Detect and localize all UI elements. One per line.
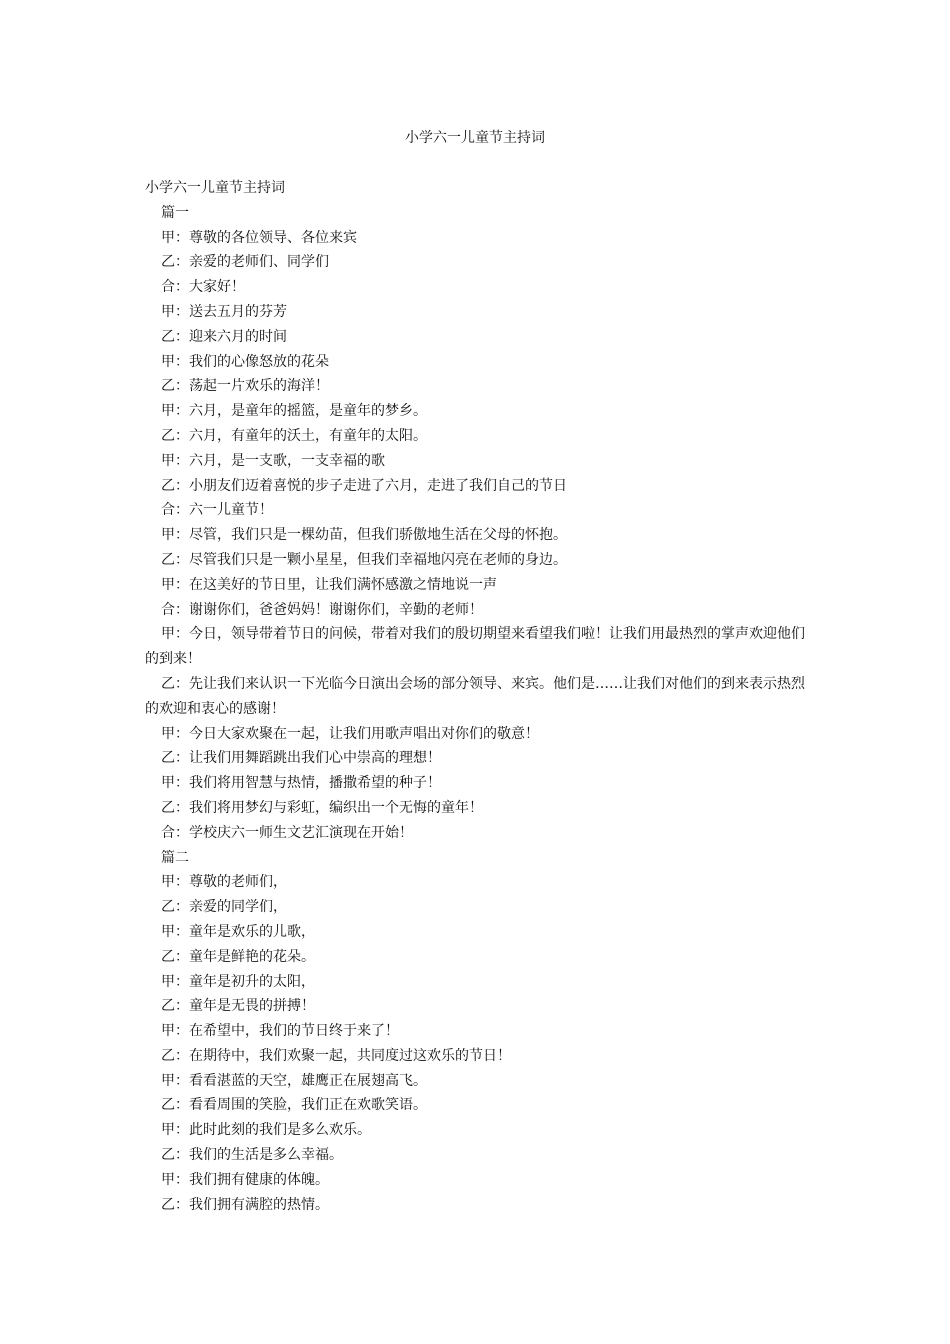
page-title: 小学六一儿童节主持词 xyxy=(405,130,545,146)
paragraph: 合：学校庆六一师生文艺汇演现在开始！ xyxy=(161,824,413,841)
paragraph: 乙：亲爱的同学们， xyxy=(161,899,287,916)
paragraph: 甲：今日，领导带着节日的问候，带着对我们的殷切期望来看望我们啦！让我们用最热烈的掌声欢迎他们的到来！ xyxy=(145,626,805,668)
paragraph: 乙：六月，有童年的沃土，有童年的太阳。 xyxy=(161,427,427,444)
paragraph: 合：大家好！ xyxy=(161,279,245,296)
paragraph: 乙：荡起一片欢乐的海洋！ xyxy=(161,378,329,395)
paragraph: 合：谢谢你们，爸爸妈妈！谢谢你们，辛勤的老师！ xyxy=(161,601,483,618)
paragraph: 乙：童年是无畏的拼搏！ xyxy=(161,998,315,1015)
paragraph: 篇一 xyxy=(161,204,189,221)
paragraph: 乙：先让我们来认识一下光临今日演出会场的部分领导、来宾。他们是……让我们对他们的到来表示热烈的欢迎和衷心的感谢！ xyxy=(145,675,805,717)
paragraph: 乙：我们的生活是多么幸福。 xyxy=(161,1147,343,1164)
paragraph: 甲：我们的心像怒放的花朵 xyxy=(161,353,329,370)
paragraph: 甲：尊敬的老师们， xyxy=(161,874,287,891)
document-body xyxy=(145,176,805,1217)
paragraph: 乙：尽管我们只是一颗小星星，但我们幸福地闪亮在老师的身边。 xyxy=(161,551,567,568)
paragraph: 甲：今日大家欢聚在一起，让我们用歌声唱出对你们的敬意！ xyxy=(161,725,539,742)
paragraph: 乙：迎来六月的时间 xyxy=(161,328,287,345)
document-heading: 小学六一儿童节主持词 xyxy=(145,180,285,196)
paragraph: 甲：看看湛蓝的天空，雄鹰正在展翅高飞。 xyxy=(161,1072,427,1089)
paragraph: 甲：童年是欢乐的儿歌， xyxy=(161,923,315,940)
paragraph: 甲：在这美好的节日里，让我们满怀感激之情地说一声 xyxy=(161,576,497,593)
paragraph: 甲：童年是初升的太阳， xyxy=(161,973,315,990)
paragraph: 甲：尊敬的各位领导、各位来宾 xyxy=(161,229,357,246)
paragraph: 甲：我们将用智慧与热情，播撒希望的种子！ xyxy=(161,775,441,792)
paragraph: 甲：尽管，我们只是一棵幼苗，但我们骄傲地生活在父母的怀抱。 xyxy=(161,527,567,544)
paragraph: 乙：小朋友们迈着喜悦的步子走进了六月，走进了我们自己的节日 xyxy=(161,477,567,494)
paragraph: 乙：看看周围的笑脸，我们正在欢歌笑语。 xyxy=(161,1097,427,1114)
paragraph: 甲：此时此刻的我们是多么欢乐。 xyxy=(161,1122,371,1139)
paragraph: 乙：我们拥有满腔的热情。 xyxy=(161,1196,329,1213)
paragraph: 乙：我们将用梦幻与彩虹，编织出一个无悔的童年！ xyxy=(161,799,483,816)
paragraph: 乙：童年是鲜艳的花朵。 xyxy=(161,948,315,965)
paragraph: 甲：在希望中，我们的节日终于来了！ xyxy=(161,1023,399,1040)
paragraph: 甲：六月，是一支歌，一支幸福的歌 xyxy=(161,452,385,469)
paragraph: 乙：让我们用舞蹈跳出我们心中崇高的理想！ xyxy=(161,750,441,767)
paragraph: 乙：在期待中，我们欢聚一起，共同度过这欢乐的节日！ xyxy=(161,1047,511,1064)
paragraph: 甲：送去五月的芬芳 xyxy=(161,303,287,320)
paragraph: 篇二 xyxy=(161,849,189,866)
paragraph: 甲：六月，是童年的摇篮，是童年的梦乡。 xyxy=(161,403,427,420)
paragraph: 合：六一儿童节！ xyxy=(161,502,273,519)
paragraph: 甲：我们拥有健康的体魄。 xyxy=(161,1171,329,1188)
paragraph: 乙：亲爱的老师们、同学们 xyxy=(161,254,329,271)
